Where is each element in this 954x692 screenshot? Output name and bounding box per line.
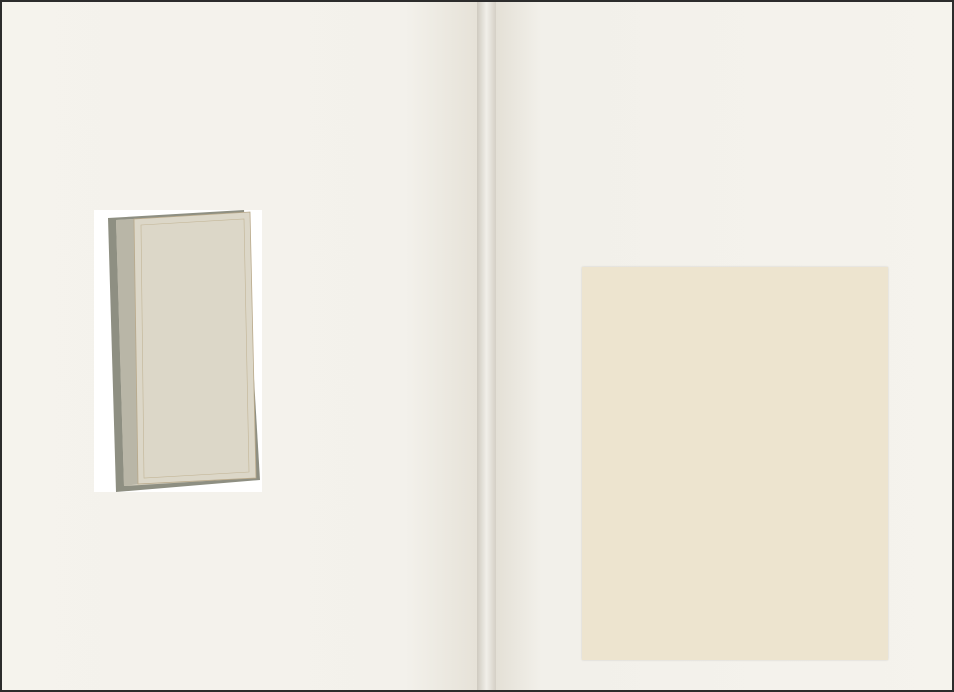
right-page [496, 2, 952, 690]
walpole-letter-image [582, 267, 888, 660]
book-gutter [477, 2, 496, 690]
book-photo [94, 210, 262, 492]
book-cover-image [94, 210, 262, 492]
left-page [2, 2, 478, 690]
